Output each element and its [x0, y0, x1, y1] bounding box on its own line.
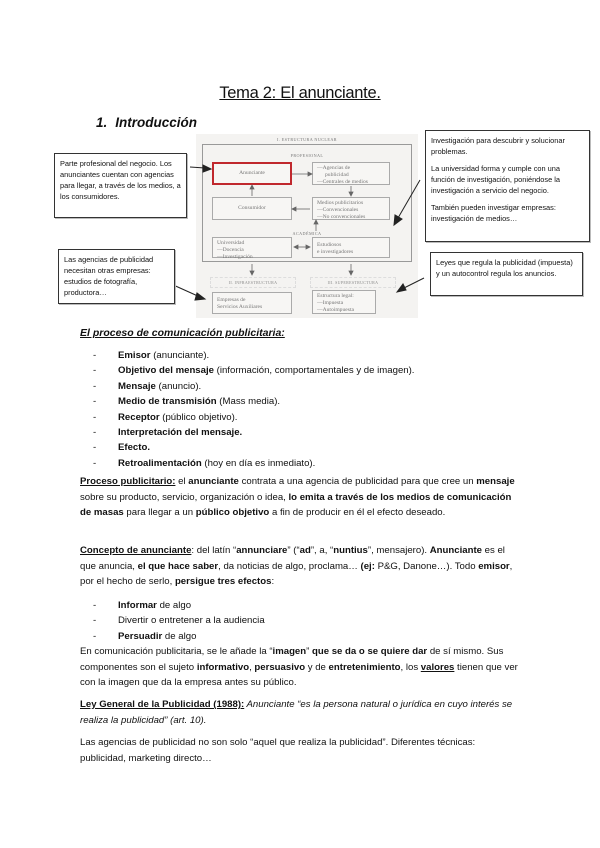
diagram-connectors	[196, 134, 418, 318]
efectos-list	[80, 598, 520, 644]
diagram-label-infraestructura: II. INFRAESTRUCTURA	[210, 277, 296, 288]
note-text: La universidad forma y cumple con una función de investigación, poniéndose la investigación a servicio del negocio.	[431, 164, 561, 195]
agencias-line: —Agencias de	[317, 165, 351, 171]
estudiosos-line: e investigadores	[317, 249, 354, 255]
medios-line: —Convencionales	[317, 207, 359, 213]
estudiosos-line: Estudiosos	[317, 242, 342, 248]
list-item: - Efecto.	[80, 440, 520, 455]
estructura-diagram	[196, 134, 418, 318]
note-text: Investigación para descubrir y solucionar problemas.	[431, 136, 565, 156]
note-text: También pueden investigar empresas: investigación de medios…	[431, 203, 556, 223]
proceso-list-container	[80, 348, 520, 471]
list-item: - Receptor (público objetivo).	[80, 410, 520, 425]
universidad-line: Universidad	[217, 240, 245, 246]
agencias-line: publicidad	[325, 172, 349, 178]
list-item: - Informar de algo	[80, 598, 520, 613]
section-label: Introducción	[115, 115, 198, 130]
diagram-header: I. ESTRUCTURA NUCLEAR	[277, 137, 337, 142]
estructura-legal-line: —Autoimpuesta	[317, 307, 354, 313]
paragraph-ley-general: Ley General de la Publicidad (1988): Anunciante “es la persona natural o jurídica en cuyo interés se realiza la publicidad” (art. 10).	[80, 699, 513, 726]
anunciante-label: Anunciante	[239, 170, 265, 176]
list-item: - Retroalimentación (hoy en día es inmediato).	[80, 456, 520, 471]
note-academica	[425, 130, 590, 242]
section-heading-introduccion	[96, 115, 197, 130]
section-number: 1.	[96, 115, 108, 130]
empresas-line: Empresas de	[217, 297, 246, 303]
list-item: - Interpretación del mensaje.	[80, 425, 520, 440]
estructura-legal-line: —Impuesta	[317, 300, 344, 306]
universidad-line: —Docencia	[217, 247, 244, 253]
note-profesional	[54, 153, 187, 218]
list-item: - Objetivo del mensaje (información, comportamentales y de imagen).	[80, 363, 520, 378]
efectos-list-container	[80, 598, 520, 644]
paragraph-concepto-anunciante: Concepto de anunciante: del latín “annunciare” (“ad”, a, “nuntius”, mensajero). Anunciante es el que anuncia, el que hace saber, da noticias de algo, proclama… (ej: P&G, Danone…). Todo emisor, por el hecho de serlo, persigue tres efectos:	[80, 545, 513, 587]
medios-line: —No convencionales	[317, 214, 366, 220]
paragraph-imagen: En comunicación publicitaria, se le añade la “imagen” que se da o se quiere dar de sí mismo. Sus componentes son el sujeto informativo, persuasivo y de entretenimiento, los valores tienen que ver con la imagen que da la empresa antes su público.	[80, 646, 518, 688]
note-text: Las agencias de publicidad necesitan otras empresas: estudios de fotografía, productora…	[64, 255, 154, 297]
diagram-label-academica: ACADÉMICA	[292, 231, 322, 236]
diagram-label-profesional: PROFESIONAL	[290, 153, 324, 158]
medios-line: Medios publicitarios	[317, 200, 364, 206]
proceso-list	[80, 348, 520, 471]
list-item: - Divertir o entretener a la audiencia	[80, 613, 520, 628]
proceso-title: El proceso de comunicación publicitaria:	[80, 327, 285, 339]
diagram-label-superestructura: III. SUPERESTRUCTURA	[310, 277, 396, 288]
paragraph-proceso-publicitario: Proceso publicitario: el anunciante contrata a una agencia de publicidad para que cree un mensaje sobre su producto, servicio, organización o idea, lo emita a través de los medios de comunicación de masas para llegar a un público objetivo a fin de producir en él el efecto deseado.	[80, 476, 515, 518]
note-superestructura	[430, 252, 583, 296]
list-item: - Emisor (anunciante).	[80, 348, 520, 363]
consumidor-label: Consumidor	[238, 205, 266, 211]
agencias-line: —Centrales de medios	[317, 179, 368, 185]
empresas-line: Servicios Auxiliares	[217, 304, 263, 310]
note-text: Leyes que regula la publicidad (impuesta) y un autocontrol regula los anuncios.	[436, 258, 573, 278]
note-text: Parte profesional del negocio. Los anunciantes cuentan con agencias para llegar, a través de los medios, a los consumidores.	[60, 159, 181, 201]
paragraph-agencias: Las agencias de publicidad no son solo “aquel que realiza la publicidad”. Diferentes técnicas: publicidad, marketing directo…	[80, 737, 476, 764]
list-item: - Persuadir de algo	[80, 629, 520, 644]
note-infraestructura	[58, 249, 175, 304]
estructura-legal-line: Estructura legal:	[317, 293, 354, 299]
universidad-line: —Investigación	[217, 254, 253, 260]
list-item: - Medio de transmisión (Mass media).	[80, 394, 520, 409]
list-item: - Mensaje (anuncio).	[80, 379, 520, 394]
document-title: Tema 2: El anunciante.	[219, 84, 381, 102]
